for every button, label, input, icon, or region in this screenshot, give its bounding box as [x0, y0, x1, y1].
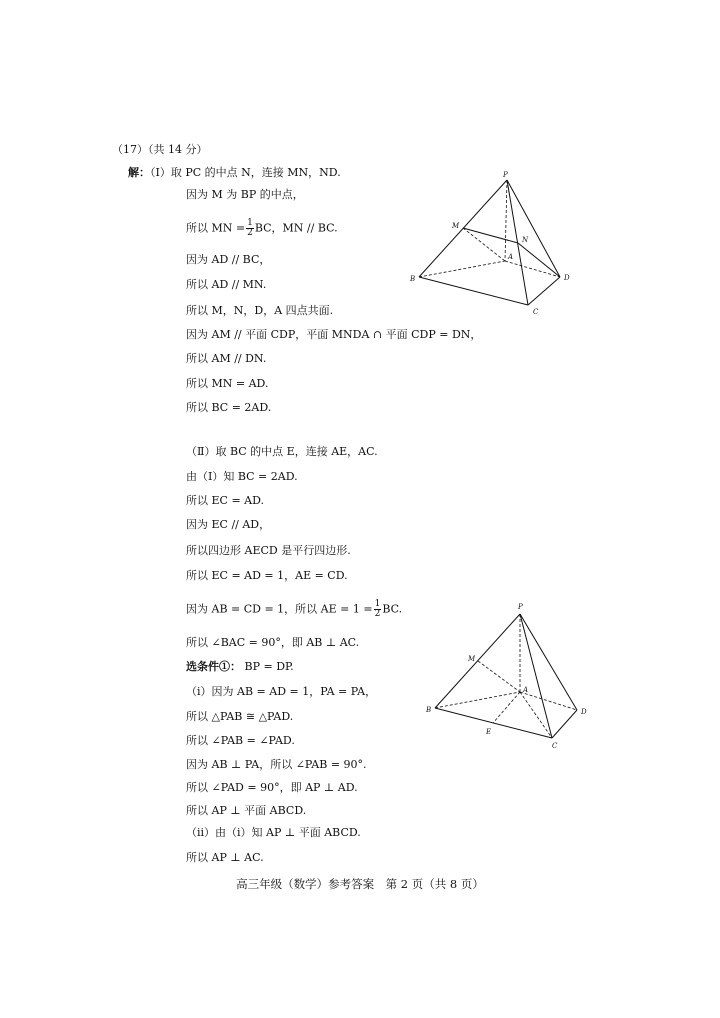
label-A: A	[508, 253, 514, 261]
label-D-2: D	[581, 708, 587, 716]
edge-ND	[518, 243, 560, 277]
fraction-half-2	[374, 600, 382, 619]
edge-PB-2	[435, 614, 520, 708]
edge-AE-hidden-2	[493, 692, 520, 723]
frac-num: 1	[247, 218, 253, 228]
edge-MA-hidden-2	[478, 661, 520, 692]
condition-label: 选条件①：	[186, 660, 241, 673]
p2-line-12: 所以 △PAB ≅ △PAD.	[186, 710, 294, 723]
p2-line-14: 因为 AB ⊥ PA，所以 ∠PAB = 90°.	[186, 758, 367, 771]
frac-den: 2	[247, 228, 253, 238]
p1-line-8: 所以 MN = AD.	[186, 377, 269, 390]
label-M-2: M	[468, 655, 476, 663]
edge-MA-hidden	[463, 228, 505, 261]
solution-label-text: 解：	[128, 166, 150, 179]
p1-line-9: 所以 BC = 2AD.	[186, 401, 272, 414]
edge-MN	[463, 228, 518, 243]
label-N: N	[522, 236, 529, 244]
p2-line-5: 所以 EC = AD = 1，AE = CD.	[186, 569, 348, 582]
edge-BC	[419, 277, 528, 305]
p1-line-2	[186, 219, 338, 238]
edge-CD-2	[552, 710, 577, 738]
p1-line-4: 所以 AD // MN.	[186, 278, 267, 291]
label-M: M	[452, 222, 460, 230]
frac-num-2: 1	[374, 599, 381, 609]
p2-line-16: 所以 AP ⊥ 平面 ABCD.	[186, 804, 307, 817]
p2-line-6b: BC.	[382, 602, 403, 616]
pyramid-figure-1	[405, 165, 580, 315]
p2-line-6	[186, 600, 402, 619]
label-B-2: B	[426, 706, 432, 714]
p1-line-3: 因为 AD // BC，	[186, 253, 271, 266]
condition-text: BP = DP.	[244, 660, 294, 673]
label-C: C	[533, 308, 539, 315]
label-P-2: P	[518, 603, 523, 611]
p1-line-1: 因为 M 为 BP 的中点，	[186, 188, 304, 201]
p2-line-6a: 因为 AB = CD = 1，所以 AE = 1 =	[186, 602, 373, 616]
p1-line-2a: 所以 MN =	[186, 221, 246, 235]
frac-den-2: 2	[374, 609, 381, 619]
solution-label	[128, 166, 341, 180]
part1-intro: （Ⅰ）取 PC 的中点 N，连接 MN，ND.	[150, 166, 341, 179]
p2-line-11: （ⅰ）因为 AB = AD = 1，PA = PA，	[186, 685, 377, 698]
label-A-2: A	[523, 686, 529, 694]
problem-header: （17）（共 14 分）	[112, 143, 208, 156]
p2-line-3: 因为 EC // AD，	[186, 518, 271, 531]
label-E-2: E	[486, 728, 492, 736]
pyramid-figure-2	[422, 600, 597, 750]
p2-line-4: 所以四边形 AECD 是平行四边形.	[186, 544, 351, 557]
edge-PA-hidden	[505, 180, 507, 261]
p2-line-17: （ⅱ）由（ⅰ）知 AP ⊥ 平面 ABCD.	[186, 826, 361, 839]
p2-line-0: （Ⅱ）取 BC 的中点 E，连接 AE，AC.	[186, 445, 378, 458]
fraction-half-1	[246, 219, 254, 238]
label-D: D	[564, 274, 570, 282]
p2-line-18: 所以 AP ⊥ AC.	[186, 851, 264, 864]
p2-line-2: 所以 EC = AD.	[186, 494, 265, 507]
p2-line-1: 由（Ⅰ）知 BC = 2AD.	[186, 470, 298, 483]
p2-line-15: 所以 ∠PAD = 90°，即 AP ⊥ AD.	[186, 781, 358, 794]
p2-line-13: 所以 ∠PAB = ∠PAD.	[186, 734, 295, 747]
p1-line-5: 所以 M，N，D，A 四点共面.	[186, 304, 334, 317]
label-P: P	[503, 171, 508, 179]
p2-line-9	[186, 660, 294, 674]
p1-line-7: 所以 AM // DN.	[186, 352, 267, 365]
label-C-2: C	[552, 742, 558, 750]
edge-CD	[528, 277, 560, 305]
edge-PC-2	[520, 614, 552, 738]
label-B: B	[410, 275, 416, 283]
p1-line-2b: BC，MN // BC.	[254, 221, 338, 235]
edge-PD-2	[520, 614, 577, 710]
p1-line-6: 因为 AM // 平面 CDP，平面 MNDA ∩ 平面 CDP = DN，	[186, 328, 482, 341]
edge-AD-hidden	[505, 261, 560, 277]
p2-line-8: 所以 ∠BAC = 90°，即 AB ⊥ AC.	[186, 636, 360, 649]
page-footer: 高三年级（数学）参考答案 第 2 页（共 8 页）	[236, 877, 484, 891]
